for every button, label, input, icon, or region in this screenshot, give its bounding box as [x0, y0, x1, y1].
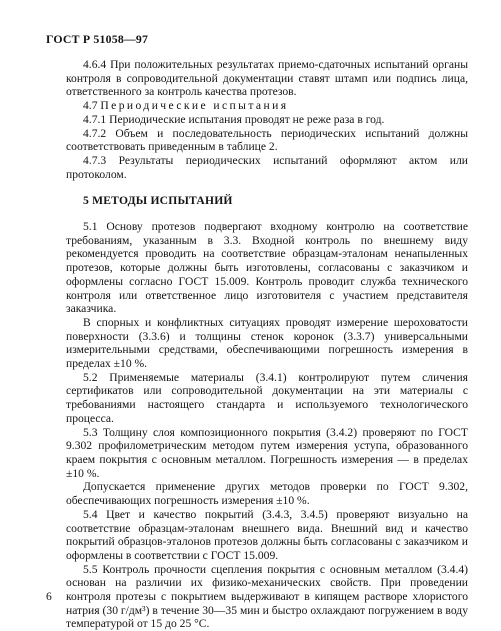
- paragraph-5-4: 5.4 Цвет и качество покрытий (3.4.3, 3.4.5) проверяют визуально на соответствие образцам-эталонам внешнего вида. Внешний вид и качество покрытий образцов-эталонов протезов должны быть согласованы с заказчиком и оформлены в соответствии с ГОСТ 15.009.: [66, 507, 468, 562]
- section-title: 5 МЕТОДЫ ИСПЫТАНИЙ: [83, 194, 233, 208]
- subsection-number: 4.7: [83, 99, 98, 113]
- paragraph-4-7-1: 4.7.1 Периодические испытания проводят не реже раза в год.: [83, 112, 385, 126]
- paragraph-5-5: 5.5 Контроль прочности сцепления покрытия с основным металлом (3.4.4) основан на различии их физико-механических свойств. При проведении контроля протезы с покрытием выдерживают в кипящем растворе хлористого натрия (30 г/дм³) в течение 30—35 мин и быстро охлаждают погружением в воду температурой от 15 до 25 °С.: [66, 562, 468, 631]
- paragraph-5-2: 5.2 Применяемые материалы (3.4.1) контролируют путем сличения сертификатов или сопроводительной документации на эти материалы с требованиями настоящего стандарта и используемого технологического процесса.: [66, 370, 468, 425]
- paragraph-4-6-4: 4.6.4 При положительных результатах приемо-сдаточных испытаний органы контроля в сопроводительной документации ставят штамп или подпись лица, ответственного за контроль качества протезов.: [66, 58, 468, 99]
- subsection-title: Периодические испытания: [100, 99, 289, 113]
- page-number: 6: [46, 590, 52, 603]
- paragraph-5-3: 5.3 Толщину слоя композиционного покрытия (3.4.2) проверяют по ГОСТ 9.302 профилометрическим методом путем измерения уступа, образованного краем покрытия с основным металлом. Погрешность измерения — в пределах ±10 %.: [66, 425, 468, 480]
- running-header: ГОСТ Р 51058—97: [46, 32, 149, 46]
- paragraph-5-1-cont: В спорных и конфликтных ситуациях проводят измерение шероховатости поверхности (3.3.6) и толщины стенок коронок (3.3.7) универсальными измерительными средствами, обеспечивающими погрешность измерения в пределах ±10 %.: [66, 315, 468, 371]
- paragraph-5-3-cont: Допускается применение других методов проверки по ГОСТ 9.302, обеспечивающих погрешность измерения ±10 %.: [66, 480, 468, 508]
- paragraph-4-7-2: 4.7.2 Объем и последовательность периодических испытаний должны соответствовать приведенным в таблице 2.: [66, 126, 468, 154]
- paragraph-4-7-3: 4.7.3 Результаты периодических испытаний оформляют актом или протоколом.: [66, 153, 468, 181]
- page-body: [66, 58, 468, 631]
- paragraph-5-1: 5.1 Основу протезов подвергают входному контролю на соответствие требованиям, указанным в 3.3. Входной контроль по внешнему виду рекомендуется проводить на соответствие образцам-эталонам ненапыленных протезов, которые должны быть изготовлены, согласованы с заказчиком и оформлены согласно ГОСТ 15.009. Контроль проводит служба технического контроля или ответственное лицо изготовителя с участием представителя заказчика.: [66, 220, 468, 316]
- subsection-heading-4-7: [66, 99, 468, 113]
